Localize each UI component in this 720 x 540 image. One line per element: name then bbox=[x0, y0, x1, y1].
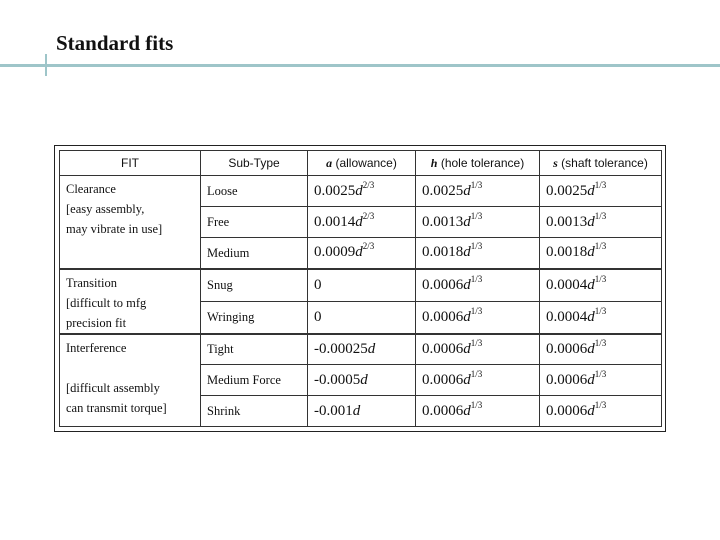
table-row bbox=[60, 176, 662, 207]
exponent: 2/3 bbox=[362, 179, 375, 190]
coefficient: 0.0004 bbox=[546, 276, 588, 293]
variable-d: d bbox=[587, 371, 595, 388]
fit-group-name: Transition bbox=[66, 275, 117, 290]
coefficient: 0.0014 bbox=[314, 213, 356, 230]
header-hole-tolerance: h (hole tolerance) bbox=[416, 151, 540, 176]
variable-d: d bbox=[463, 213, 471, 230]
exponent: 1/3 bbox=[470, 305, 483, 316]
variable-d: d bbox=[587, 182, 595, 199]
exponent: 1/3 bbox=[594, 305, 607, 316]
variable-d: d bbox=[587, 276, 595, 293]
exponent: 2/3 bbox=[362, 210, 375, 221]
exponent: 1/3 bbox=[470, 210, 483, 221]
fit-group-note: [difficult assembly bbox=[66, 380, 160, 395]
fit-group-note: precision fit bbox=[66, 315, 127, 330]
exponent: 1/3 bbox=[594, 210, 607, 221]
fit-group-note: may vibrate in use] bbox=[66, 222, 163, 236]
hole-tolerance-cell bbox=[416, 365, 540, 396]
coefficient: 0.0025 bbox=[314, 182, 356, 199]
coefficient: 0.0006 bbox=[422, 402, 464, 419]
variable-d: d bbox=[463, 244, 471, 261]
subtype-cell: Shrink bbox=[201, 396, 308, 427]
coefficient: 0.0006 bbox=[422, 340, 464, 357]
variable-d: d bbox=[367, 340, 376, 357]
exponent: 1/3 bbox=[470, 337, 483, 348]
slide-title: Standard fits bbox=[56, 31, 174, 55]
header-allowance: a (allowance) bbox=[308, 151, 416, 176]
coefficient: 0.0013 bbox=[546, 213, 588, 230]
exponent: 2/3 bbox=[362, 241, 375, 252]
exponent: 1/3 bbox=[594, 273, 607, 284]
standard-fits-table bbox=[59, 150, 662, 427]
subtype-cell: Medium bbox=[201, 238, 308, 269]
coefficient: 0.0006 bbox=[546, 402, 588, 419]
variable-d: d bbox=[587, 402, 595, 419]
subtype-cell: Free bbox=[201, 207, 308, 238]
exponent: 1/3 bbox=[470, 368, 483, 379]
header-fit: FIT bbox=[60, 151, 201, 176]
variable-d: d bbox=[355, 213, 363, 230]
header-shaft-tolerance: s (shaft tolerance) bbox=[540, 151, 662, 176]
variable-d: d bbox=[463, 371, 471, 388]
allowance-cell bbox=[308, 176, 416, 207]
coefficient: 0.0006 bbox=[422, 371, 464, 388]
allowance-cell bbox=[308, 207, 416, 238]
allowance-cell bbox=[308, 269, 416, 302]
shaft-tolerance-cell bbox=[540, 396, 662, 427]
hole-tolerance-cell bbox=[416, 334, 540, 365]
coefficient: 0.0006 bbox=[546, 371, 588, 388]
subtype-cell: Wringing bbox=[201, 301, 308, 334]
header-subtype: Sub-Type bbox=[201, 151, 308, 176]
table-row bbox=[60, 334, 662, 365]
variable-d: d bbox=[463, 402, 471, 419]
variable-d: d bbox=[355, 182, 363, 199]
fit-group-note: [difficult to mfg bbox=[66, 295, 147, 310]
title-accent-tick bbox=[45, 54, 47, 76]
variable-d: d bbox=[587, 340, 595, 357]
fit-group-note: can transmit torque] bbox=[66, 400, 167, 415]
coefficient: 0.0009 bbox=[314, 244, 356, 261]
allowance-cell bbox=[308, 365, 416, 396]
shaft-tolerance-cell bbox=[540, 176, 662, 207]
coefficient: 0.0025 bbox=[546, 182, 588, 199]
shaft-tolerance-cell bbox=[540, 207, 662, 238]
coefficient: 0.0006 bbox=[546, 340, 588, 357]
fit-group-note: [easy assembly, bbox=[66, 202, 145, 216]
coefficient: 0.0013 bbox=[422, 213, 464, 230]
coefficient: -0.001 bbox=[314, 402, 353, 419]
fit-group-name: Interference bbox=[66, 340, 127, 355]
allowance-cell bbox=[308, 396, 416, 427]
fit-group-cell bbox=[60, 269, 201, 334]
coefficient: -0.0005 bbox=[314, 371, 361, 388]
variable-d: d bbox=[355, 244, 363, 261]
hole-tolerance-cell bbox=[416, 269, 540, 302]
hole-tolerance-cell bbox=[416, 238, 540, 269]
fit-group-cell bbox=[60, 176, 201, 269]
coefficient: 0.0018 bbox=[422, 244, 464, 261]
exponent: 1/3 bbox=[594, 368, 607, 379]
coefficient: 0.0006 bbox=[422, 276, 464, 293]
exponent: 1/3 bbox=[594, 179, 607, 190]
variable-d: d bbox=[360, 371, 368, 388]
allowance-cell bbox=[308, 301, 416, 334]
coefficient: -0.00025 bbox=[314, 340, 368, 357]
title-divider-line bbox=[0, 64, 720, 67]
exponent: 1/3 bbox=[470, 179, 483, 190]
subtype-cell: Loose bbox=[201, 176, 308, 207]
shaft-tolerance-cell bbox=[540, 269, 662, 302]
exponent: 1/3 bbox=[594, 399, 607, 410]
hole-tolerance-cell bbox=[416, 207, 540, 238]
subtype-cell: Tight bbox=[201, 334, 308, 365]
coefficient: 0 bbox=[314, 276, 322, 293]
variable-d: d bbox=[463, 276, 471, 293]
variable-d: d bbox=[463, 308, 471, 325]
variable-d: d bbox=[587, 244, 595, 261]
coefficient: 0.0018 bbox=[546, 244, 588, 261]
exponent: 1/3 bbox=[470, 241, 483, 252]
header-row bbox=[60, 151, 662, 176]
table-row bbox=[60, 269, 662, 302]
hole-tolerance-cell bbox=[416, 396, 540, 427]
variable-d: d bbox=[587, 308, 595, 325]
fit-group-name: Clearance bbox=[66, 182, 116, 196]
subtype-cell: Medium Force bbox=[201, 365, 308, 396]
coefficient: 0.0025 bbox=[422, 182, 464, 199]
shaft-tolerance-cell bbox=[540, 301, 662, 334]
exponent: 1/3 bbox=[594, 241, 607, 252]
fit-group-cell bbox=[60, 334, 201, 427]
exponent: 1/3 bbox=[470, 273, 483, 284]
variable-d: d bbox=[463, 182, 471, 199]
spacer bbox=[66, 358, 200, 378]
allowance-cell bbox=[308, 238, 416, 269]
shaft-tolerance-cell bbox=[540, 334, 662, 365]
coefficient: 0.0006 bbox=[422, 308, 464, 325]
hole-tolerance-cell bbox=[416, 301, 540, 334]
coefficient: 0.0004 bbox=[546, 308, 588, 325]
variable-d: d bbox=[352, 402, 361, 419]
variable-d: d bbox=[587, 213, 595, 230]
allowance-cell bbox=[308, 334, 416, 365]
subtype-cell: Snug bbox=[201, 269, 308, 302]
shaft-tolerance-cell bbox=[540, 365, 662, 396]
exponent: 1/3 bbox=[470, 399, 483, 410]
shaft-tolerance-cell bbox=[540, 238, 662, 269]
variable-d: d bbox=[463, 340, 471, 357]
hole-tolerance-cell bbox=[416, 176, 540, 207]
coefficient: 0 bbox=[314, 308, 322, 325]
exponent: 1/3 bbox=[594, 337, 607, 348]
fits-table-frame bbox=[54, 145, 666, 432]
